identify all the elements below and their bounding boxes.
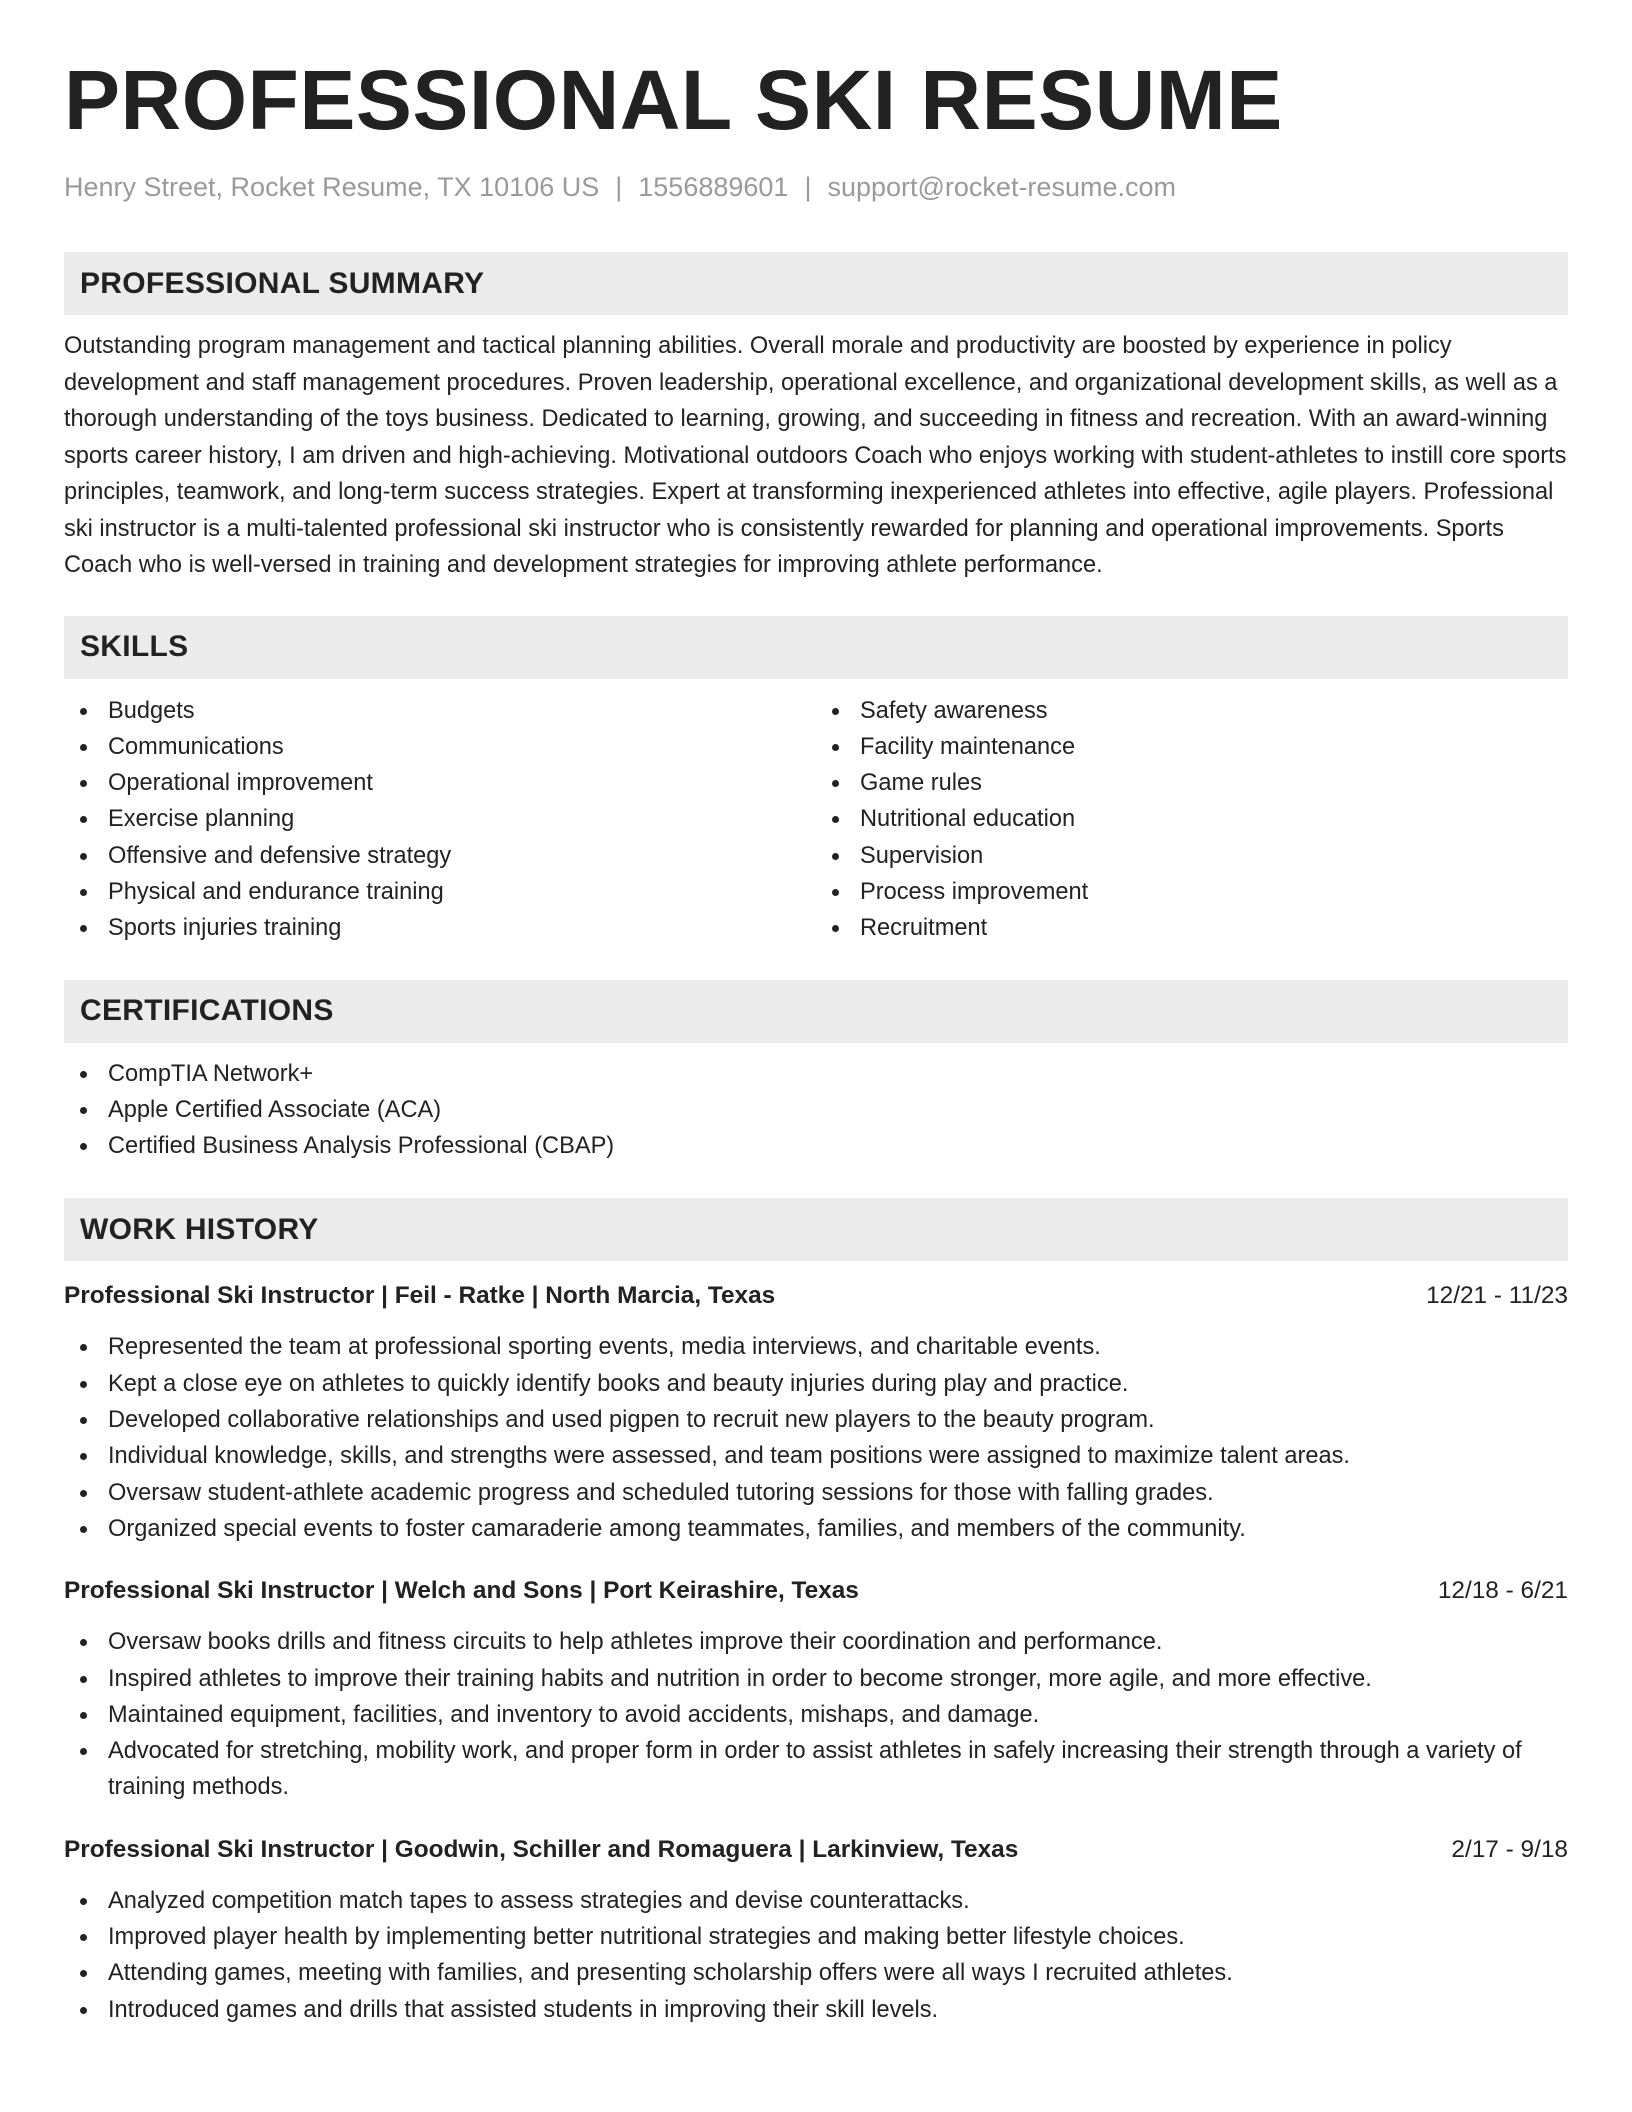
certification-item: Apple Certified Associate (ACA) [64,1092,1568,1128]
skill-item: Nutritional education [816,801,1568,837]
section-heading-work-history: WORK HISTORY [64,1198,1568,1261]
skill-item: Operational improvement [64,765,816,801]
section-heading-summary: PROFESSIONAL SUMMARY [64,252,1568,315]
skills-list-left [64,693,816,947]
skill-item: Process improvement [816,874,1568,910]
job-bullet: Represented the team at professional sporting events, media interviews, and charitable events. [64,1329,1568,1365]
job-bullet: Maintained equipment, facilities, and inventory to avoid accidents, mishaps, and damage. [64,1697,1568,1733]
job-entry [64,1574,1568,1805]
job-bullet-list [64,1624,1568,1805]
skill-item: Budgets [64,693,816,729]
skill-item: Offensive and defensive strategy [64,838,816,874]
job-entry [64,1833,1568,2028]
certifications-list [64,1056,1568,1165]
contact-separator: | [615,172,623,202]
job-bullet: Developed collaborative relationships and used pigpen to recruit new players to the beauty program. [64,1402,1568,1438]
contact-phone: 1556889601 [638,172,789,202]
job-bullet: Kept a close eye on athletes to quickly identify books and beauty injuries during play and practice. [64,1366,1568,1402]
job-bullet: Organized special events to foster camaraderie among teammates, families, and members of the community. [64,1511,1568,1547]
skill-item: Physical and endurance training [64,874,816,910]
contact-address: Henry Street, Rocket Resume, TX 10106 US [64,172,600,202]
job-bullet: Oversaw books drills and fitness circuits to help athletes improve their coordination and performance. [64,1624,1568,1660]
resume-title: PROFESSIONAL SKI RESUME [64,53,1283,147]
skill-item: Sports injuries training [64,910,816,946]
skill-item: Facility maintenance [816,729,1568,765]
job-entry [64,1279,1568,1547]
certification-item: Certified Business Analysis Professional (CBAP) [64,1128,1568,1164]
job-bullet: Inspired athletes to improve their training habits and nutrition in order to become stronger, more agile, and more effective. [64,1661,1568,1697]
section-heading-skills: SKILLS [64,616,1568,679]
skill-item: Communications [64,729,816,765]
job-bullet: Individual knowledge, skills, and strengths were assessed, and team positions were assigned to maximize talent areas. [64,1438,1568,1474]
job-header [64,1574,1568,1608]
skills-column-right [816,693,1568,947]
section-heading-certifications: CERTIFICATIONS [64,980,1568,1043]
skill-item: Supervision [816,838,1568,874]
job-header [64,1279,1568,1313]
job-bullet-list [64,1883,1568,2028]
skills-list-right [816,693,1568,947]
job-bullet: Attending games, meeting with families, and presenting scholarship offers were all ways I recruited athletes. [64,1955,1568,1991]
job-bullet: Advocated for stretching, mobility work, and proper form in order to assist athletes in safely increasing their strength through a variety of training methods. [64,1733,1568,1806]
job-bullet: Analyzed competition match tapes to assess strategies and devise counterattacks. [64,1883,1568,1919]
job-dates: 2/17 - 9/18 [1451,1835,1568,1863]
skills-grid [64,693,1568,947]
job-bullet: Oversaw student-athlete academic progress and scheduled tutoring sessions for those with falling grades. [64,1475,1568,1511]
job-dates: 12/18 - 6/21 [1437,1577,1568,1605]
certification-item: CompTIA Network+ [64,1056,1568,1092]
skills-column-left [64,693,816,947]
job-title: Professional Ski Instructor | Welch and Sons | Port Keirashire, Texas [64,1577,859,1605]
job-dates: 12/21 - 11/23 [1426,1282,1568,1310]
skill-item: Safety awareness [816,693,1568,729]
job-header [64,1833,1568,1867]
summary-text: Outstanding program management and tactical planning abilities. Overall morale and productivity are boosted by experience in policy development and staff management procedures. Proven leadership, operational excellence, and organizational development skills, as well as a thorough understanding of the toys business. Dedicated to learning, growing, and succeeding in fitness and recreation. With an award-winning sports career history, I am driven and high-achieving. Motivational outdoors Coach who enjoys working with student-athletes to instill core sports principles, teamwork, and long-term success strategies. Expert at transforming inexperienced athletes into effective, agile players. Professional ski instructor is a multi-talented professional ski instructor who is consistently rewarded for planning and operational improvements. Sports Coach who is well-versed in training and development strategies for improving athlete performance. [64,333,1567,578]
contact-separator: | [804,172,812,202]
job-bullet: Improved player health by implementing better nutritional strategies and making better lifestyle choices. [64,1919,1568,1955]
job-bullet-list [64,1329,1568,1547]
job-bullet: Introduced games and drills that assisted students in improving their skill levels. [64,1992,1568,2028]
job-title: Professional Ski Instructor | Goodwin, Schiller and Romaguera | Larkinview, Texas [64,1835,1019,1863]
contact-email: support@rocket-resume.com [827,172,1176,202]
job-title: Professional Ski Instructor | Feil - Ratke | North Marcia, Texas [64,1282,776,1310]
contact-line [64,170,1568,204]
skill-item: Exercise planning [64,801,816,837]
skill-item: Recruitment [816,910,1568,946]
skill-item: Game rules [816,765,1568,801]
